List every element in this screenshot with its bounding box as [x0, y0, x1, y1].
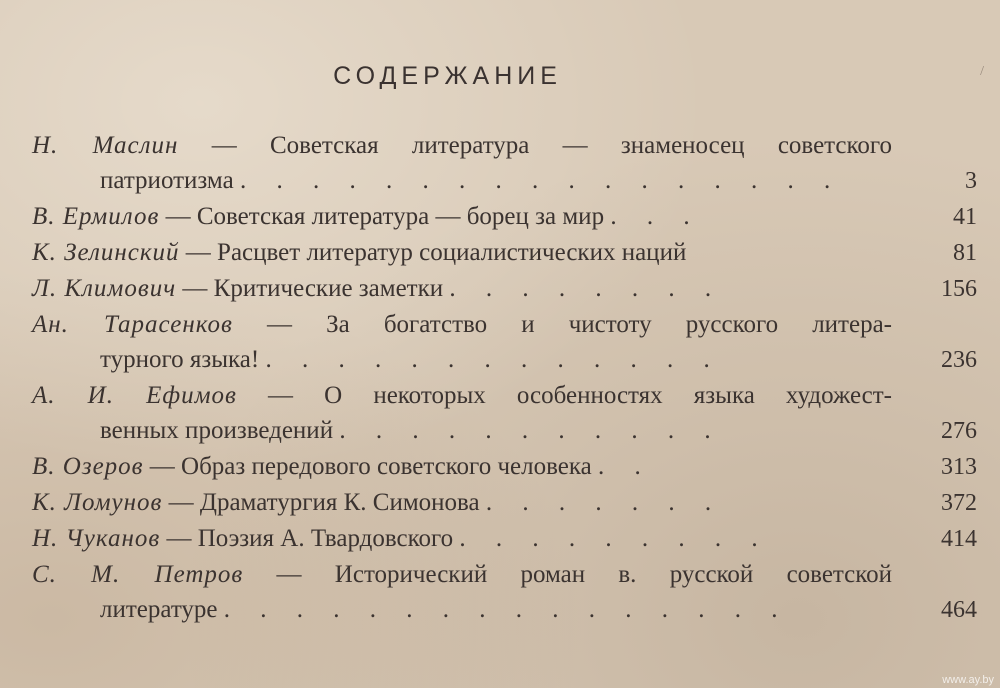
- leader-dots: . . . . . . . . .: [459, 525, 770, 552]
- toc-page-number: 372: [941, 490, 977, 516]
- toc-page-number: 236: [941, 347, 977, 373]
- toc-title: — Советская литература — знаменосец советского: [211, 132, 893, 159]
- toc-entry: [32, 449, 977, 485]
- toc-entry: [32, 235, 977, 271]
- watermark: www.ay.by: [942, 674, 994, 686]
- toc-page-number: 464: [941, 597, 977, 623]
- toc-entry: [32, 378, 977, 449]
- toc-entry: [32, 307, 977, 378]
- toc-line: [32, 378, 977, 413]
- leader-dots: . . . . . . . . . . . . . . . .: [223, 596, 790, 623]
- leader-dots: . . . . . . . . . . .: [339, 417, 723, 444]
- toc-entry: [32, 128, 977, 199]
- toc-page-number: 156: [941, 276, 977, 302]
- toc-title: — Поэзия А. Твардовского: [166, 525, 454, 552]
- toc-line-text: [32, 199, 892, 234]
- toc-title: — За богатство и чистоту русского литера-: [267, 311, 892, 338]
- toc-author: В. Озеров: [32, 453, 144, 480]
- leader-dots: . . . . . . . .: [449, 275, 724, 302]
- toc-line: [32, 413, 977, 449]
- toc-author: Н. Маслин: [32, 132, 179, 159]
- leader-dots: . .: [597, 453, 653, 480]
- leader-dots: . . . . . . .: [485, 489, 724, 516]
- toc-author: Ан. Тарасенков: [32, 311, 233, 338]
- toc-line: [32, 521, 977, 557]
- toc-page-number: 313: [941, 454, 977, 480]
- toc-title: — Образ передового советского человека: [149, 453, 592, 480]
- toc-title-continuation: турного языка!: [100, 346, 260, 373]
- toc-line-text: [32, 128, 892, 163]
- toc-title: — Советская литература — борец за мир: [165, 203, 605, 230]
- toc-title: — О некоторых особенностях языка художест-: [268, 382, 893, 409]
- toc-entry: [32, 485, 977, 521]
- toc-entry: [32, 271, 977, 307]
- toc-page-number: 41: [953, 204, 977, 230]
- toc-line: [32, 449, 977, 485]
- page-title: СОДЕРЖАНИЕ: [333, 62, 562, 90]
- toc-line-text: [32, 449, 892, 484]
- toc-author: Л. Климович: [32, 275, 177, 302]
- toc-title: — Драматургия К. Симонова: [168, 489, 480, 516]
- toc-line: [32, 128, 977, 163]
- toc-line-text: [32, 557, 892, 592]
- toc-line-text: [100, 163, 892, 198]
- toc-line-text: [32, 235, 892, 270]
- toc-title: — Исторический роман в. русской советской: [276, 561, 893, 588]
- toc-line-text: [32, 307, 892, 342]
- leader-dots: . . . . . . . . . . . . .: [265, 346, 722, 373]
- toc-author: Н. Чуканов: [32, 525, 161, 552]
- toc-title-continuation: литературе: [100, 596, 218, 623]
- toc-line-text: [32, 378, 892, 413]
- toc-entry: [32, 521, 977, 557]
- leader-dots: . . . . . . . . . . . . . . . . .: [239, 167, 843, 194]
- toc-line: [32, 485, 977, 521]
- toc-line: [32, 271, 977, 307]
- toc-page-number: 3: [965, 168, 977, 194]
- toc-page-number: 81: [953, 240, 977, 266]
- toc-author: А. И. Ефимов: [32, 382, 237, 409]
- page-edge-mark: /: [980, 64, 984, 79]
- toc-title-continuation: патриотизма: [100, 167, 234, 194]
- toc-line-text: [32, 521, 892, 556]
- toc-page-number: 276: [941, 418, 977, 444]
- toc-page-number: 414: [941, 526, 977, 552]
- toc-author: С. М. Петров: [32, 561, 244, 588]
- toc-author: В. Ермилов: [32, 203, 160, 230]
- leader-dots: . . .: [610, 203, 702, 230]
- toc-line-text: [100, 342, 892, 377]
- toc-entry: [32, 199, 977, 235]
- toc-title: — Расцвет литератур социалистических наций: [185, 239, 687, 266]
- toc-line: [32, 163, 977, 199]
- toc-title-continuation: венных произведений: [100, 417, 334, 444]
- toc-line-text: [32, 485, 892, 520]
- toc-line: [32, 199, 977, 235]
- toc-line: [32, 307, 977, 342]
- toc-entry: [32, 557, 977, 628]
- toc-line-text: [100, 413, 892, 448]
- toc-author: К. Зелинский: [32, 239, 180, 266]
- toc-line-text: [100, 592, 892, 627]
- toc-author: К. Ломунов: [32, 489, 163, 516]
- toc-title: — Критические заметки: [182, 275, 444, 302]
- table-of-contents: [32, 128, 977, 628]
- toc-line: [32, 235, 977, 271]
- toc-line-text: [32, 271, 892, 306]
- toc-line: [32, 592, 977, 628]
- toc-line: [32, 557, 977, 592]
- toc-line: [32, 342, 977, 378]
